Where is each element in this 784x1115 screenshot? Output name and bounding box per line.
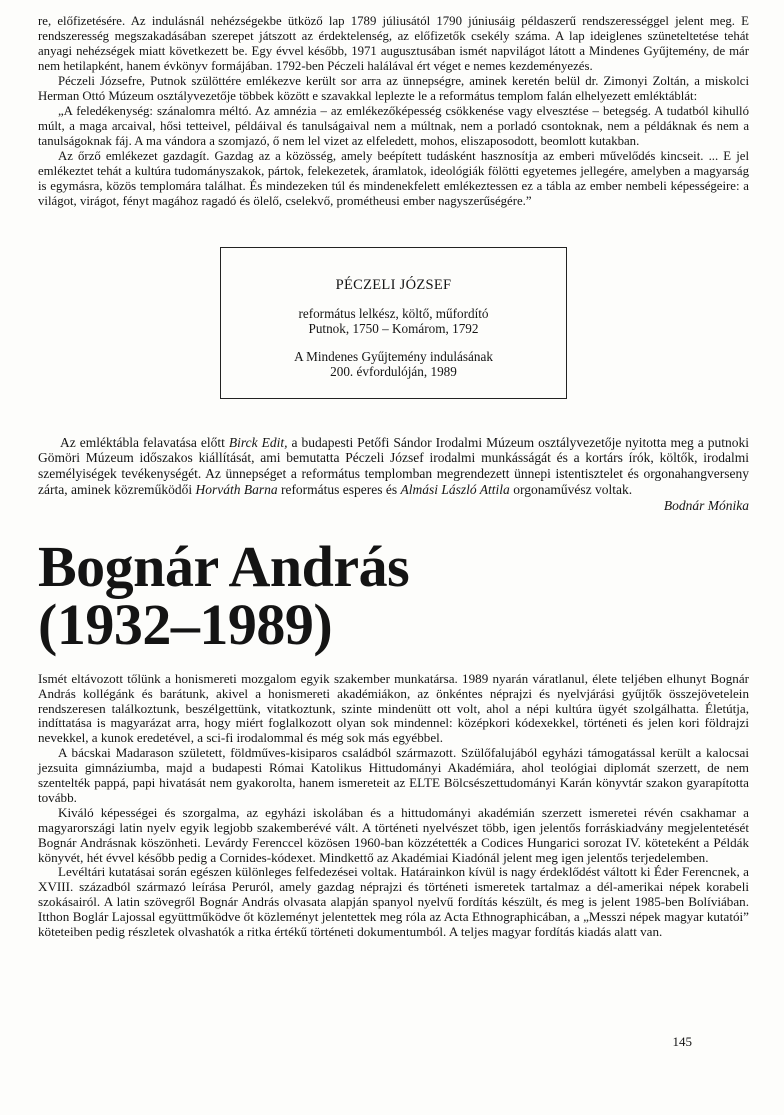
paragraph: Ismét eltávozott tőlünk a honismereti mozgalom egyik szakember munkatársa. 1989 nyarán váratlanul, élete teljében elhunyt Bognár András kollégánk és barátunk, akivel a honismereti akadémiákon, az önkéntes néprajzi és nyelvjárási gyűjtők összejövetelein rendszeresen találkoztunk, beszélgettünk, vitatkoztunk, szinte mindenütt ott volt, ahol a népi kultúra ügyét szolgálhatta. Életútja, indíttatása is magyarázat arra, hogy miért foglalkozott olyan sok mindennel: középkori kódexekkel, történeti és jelen kori földrajzi nevekkel, a kunok eredetével, a sci-fi irodalommal és még sok más egyébbel. [38,670,749,746]
paragraph: A bácskai Madarason született, földműves-kisiparos családból származott. Szülőfalujából egyházi támogatással került a kalocsai jezsuita gimnáziumba, majd a budapesti Római Katolikus Hittudományi Akadémiára, ahol teológiai diplomát szerzett, de nem szentelték pappá, papi hivatását nem gyakorolta, hanem ismereteit az ELTE Bölcsészettudományi Karán könyvtár szakon gyarapította tovább. [38,745,749,805]
plaque-line: Putnok, 1750 – Komárom, 1792 [308,321,479,336]
paragraph: Levéltári kutatásai során egészen különleges felfedezései voltak. Határainkon kívül is nagy érdeklődést váltott ki Éder Ferencnek, a XVIII. századból származó leírása Peruról, amely gazdag néprajzi és történeti ismeretek tartalmaz a dél-amerikai népek korabeli szokásairól. A latin szövegről Bognár András olvasata alapján spanyol nyelvű fordítás készült, és meg is jelent 1985-ben Bolíviában. Itthon Boglár Lajossal együttműködve őt közleményt jelentettek meg róla az Acta Ethnographicában, a „Messzi népek magyar kutatói” köteteiben pedig részletek olvashatók a ritka értékű történeti dokumentumból. A teljes magyar fordítás kiadás alatt van. [38,864,749,940]
paragraph: re, előfizetésére. Az indulásnál nehézségekbe ütköző lap 1789 júliusától 1790 júniusáig példaszerű rendszerességgel jelent meg. E rendszeresség megszakadásában szerepet játszott az érdektelenség, az előfizetők csekély száma. A lap ideiglenes szüneteltetése tehát anyagi nehézségek miatt következett be. Egy évvel később, 1971 augusztusában ismét napvilágot látott a Mindenes Gyűjtemény, de már nem hetilapként, hanem évkönyv formájában. 1792-ben Péczeli halálával ért véget e nemes kezdeményezés. [38,14,749,73]
ceremony-paragraph [38,435,749,498]
memorial-plaque-box [220,247,567,399]
ceremony-section [38,435,749,514]
obituary-heading [38,533,749,657]
text-span: a budapesti Petőfi Sándor Irodalmi Múzeum osztályvezetője nyitotta meg a putnoki Gömöri Múzeum időszakos kiállítását, ami bemutatta Péczeli József irodalmi munkásságát és a kortárs írók, költők, irodalmi személyiségek tevékenységét. Az ünnepséget a református templomban megrendezett ünnepi istentisztelet és orgonahangverseny zárta, aminek közreműködői [38,434,750,497]
paragraph: Kiváló képességei és szorgalma, az egyházi iskolában és a hittudományi akadémián szerzett ismeretei révén csakhamar a magyarországi latin nyelv egyik legjobb szakemberévé vált. A történeti nyelvészet több, igen jelentős forráskiadvány megjelentetését Bognár Andrásnak köszönheti. Levárdy Ferenccel közösen 1960-ban közzétették a Codices Hungarici sorozat IV. köteteként a Példák könyvét, hét évvel később pedig a Cornides-kódexet. Mindkettő az Akadémiai Kiadónál jelent meg igen jelentős terjedelemben. [38,804,749,865]
text-span: református esperes és [277,481,401,497]
person-name: Almási László Attila [400,481,510,497]
heading-dates: (1932–1989) [38,591,333,657]
plaque-line: A Mindenes Gyűjtemény indulásának [294,348,493,364]
text-span: orgonaművész voltak. [509,481,633,497]
plaque-line: református lelkész, költő, műfordító [298,305,489,321]
person-name: Horváth Barna [195,481,278,497]
plaque-line: 200. évfordulóján, 1989 [330,364,457,379]
plaque-title: PÉCZELI JÓZSEF [335,277,452,293]
quote-paragraph: „A feledékenység: szánalomra méltó. Az amnézia – az emlékezőképesség csökkenése vagy elvesztése – betegség. A tudatból kihulló múlt, a maga arcaival, hősi tetteivel, példáival és tanulságaival nem a múltnak, nem a porladó csontoknak, nem a példáknak és nem a tanulságoknak fáj. A ma vándora a szomjazó, ő nem lel vizet az elfeledett, mohos, eliszaposodott, beomlott kutakban. [38,104,749,148]
intro-section [38,14,749,209]
text-span: Az emléktábla felavatása előtt [60,434,229,450]
obituary-section [38,672,749,940]
paragraph: Péczeli Józsefre, Putnok szülöttére emlékezve került sor arra az ünnepségre, aminek keretén belül dr. Zimonyi Zoltán, a miskolci Herman Ottó Múzeum osztályvezetője többek között e szavakkal leplezte le a református templom falán elhelyezett emléktáblát: [38,74,749,103]
heading-name: Bognár András [38,533,410,599]
author-signature: Bodnár Mónika [663,497,749,513]
person-name: Birck Edit, [228,434,288,450]
quote-paragraph: Az őrző emlékezet gazdagít. Gazdag az a közösség, amely beépített tudásként hasznosítja az emberi művelődés kincseit. ... E jel emlékeztet tehát a kultúra tudományszakok, pártok, felekezetek, áramlatok, ideológiák fölötti egyetemes jellegére, amelyben a magyarság is egymásra, közös templomára találhat. És mindezeken túl és mindenekfelett emlékeztessen ez a tábla az ember nembeli képességeire: a világot, virágot, fényt magához ragadó és ölelő, cselekvő, prométheusi ember nagyszerűségére.” [38,149,749,208]
page-number: 145 [672,1034,692,1049]
